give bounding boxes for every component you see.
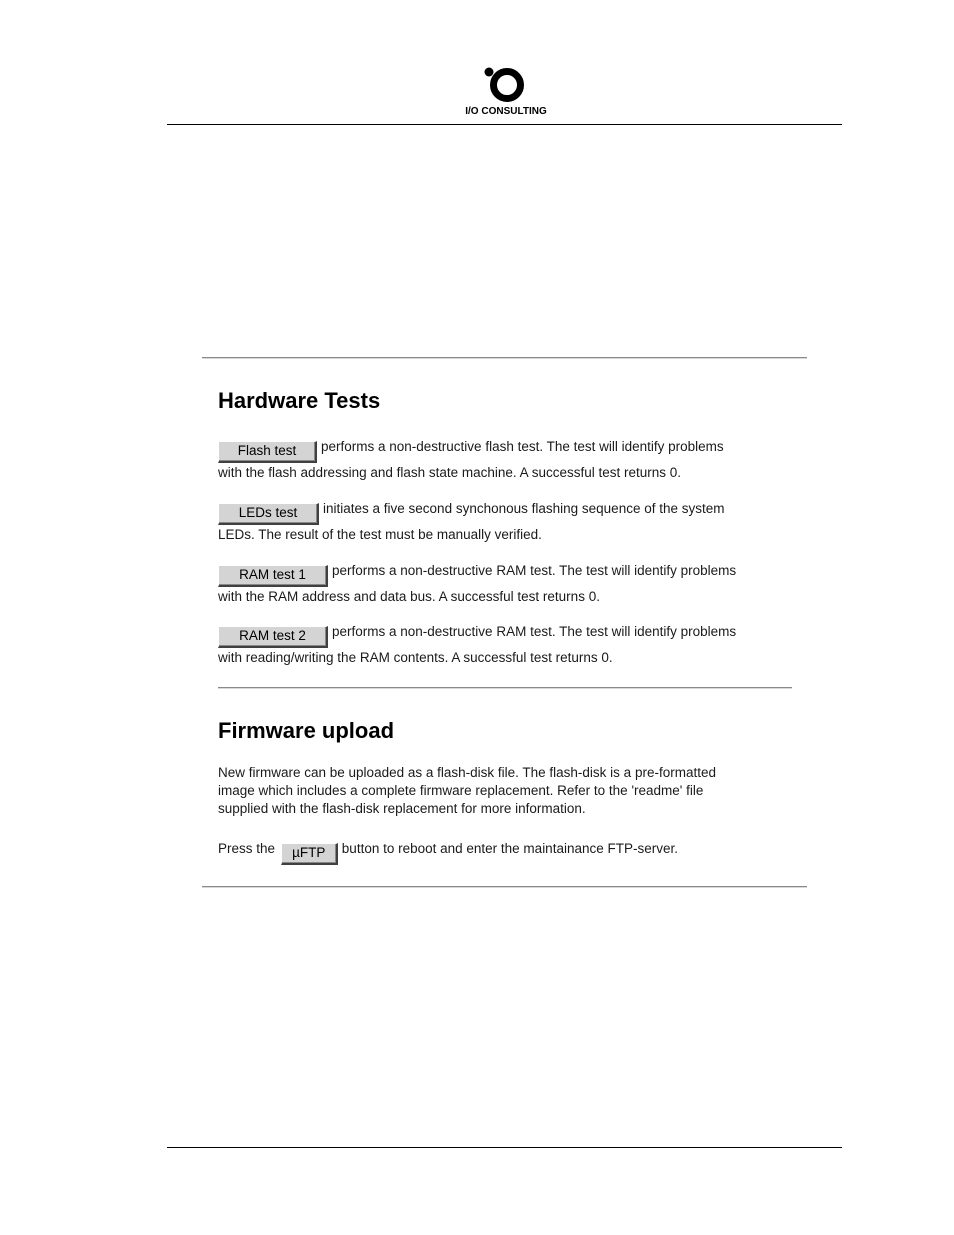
leds-test-button[interactable]: LEDs test: [218, 503, 319, 525]
leds-test-description: [218, 499, 798, 545]
ftp-instruction: [218, 839, 798, 865]
flash-test-text-line2: with the flash addressing and flash state machine. A successful test returns 0.: [218, 465, 682, 480]
leds-test-text-line2: LEDs. The result of the test must be manually verified.: [218, 527, 542, 542]
uftp-button[interactable]: µFTP: [281, 843, 338, 865]
firmware-description: [218, 764, 798, 818]
ram-test-2-button[interactable]: RAM test 2: [218, 626, 328, 648]
logo-text: I/O CONSULTING: [465, 106, 547, 117]
company-logo: [448, 66, 564, 117]
firmware-description-line1: New firmware can be uploaded as a flash-disk file. The flash-disk is a pre-formatted: [218, 765, 716, 780]
flash-test-text-line1: performs a non-destructive flash test. The test will identify problems: [321, 439, 724, 454]
ftp-instruction-suffix: button to reboot and enter the maintainance FTP-server.: [341, 841, 678, 856]
ram-test-2-text-line1: performs a non-destructive RAM test. The test will identify problems: [332, 624, 737, 639]
flash-test-button[interactable]: Flash test: [218, 441, 317, 463]
section-divider-top: [202, 357, 807, 359]
firmware-description-line3: supplied with the flash-disk replacement for more information.: [218, 801, 586, 816]
section-divider-middle: [218, 687, 792, 689]
ram-test-1-description: [218, 561, 798, 607]
ram-test-1-text-line2: with the RAM address and data bus. A successful test returns 0.: [218, 589, 600, 604]
io-logo-icon: [484, 66, 528, 104]
ram-test-1-button[interactable]: RAM test 1: [218, 565, 328, 587]
flash-test-description: [218, 437, 798, 483]
firmware-description-line2: image which includes a complete firmware replacement. Refer to the 'readme' file: [218, 783, 704, 798]
ram-test-2-description: [218, 622, 798, 668]
leds-test-text-line1: initiates a five second synchonous flashing sequence of the system: [323, 501, 725, 516]
section-divider-bottom: [202, 886, 807, 888]
hardware-tests-title: Hardware Tests: [218, 388, 381, 413]
firmware-upload-title: Firmware upload: [218, 718, 395, 743]
ram-test-1-text-line1: performs a non-destructive RAM test. The test will identify problems: [332, 563, 737, 578]
ram-test-2-text-line2: with reading/writing the RAM contents. A successful test returns 0.: [218, 650, 613, 665]
header-rule: [167, 124, 842, 125]
ftp-instruction-prefix: Press the: [218, 841, 276, 856]
footer-rule: [167, 1147, 842, 1148]
